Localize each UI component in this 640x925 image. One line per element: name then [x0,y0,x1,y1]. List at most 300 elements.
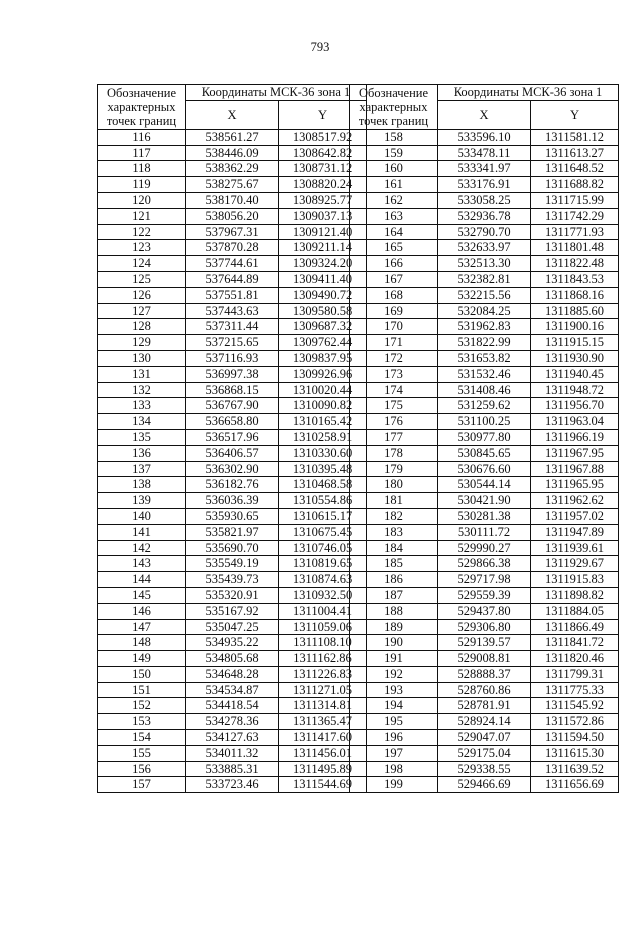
y-coordinate-cell: 1311656.69 [531,777,619,793]
y-coordinate-cell: 1311957.02 [531,508,619,524]
y-coordinate-cell: 1308517.92 [279,129,367,145]
x-coordinate-cell: 538362.29 [186,161,279,177]
point-number-cell: 176 [350,414,438,430]
x-coordinate-cell: 533058.25 [438,192,531,208]
y-coordinate-cell: 1311365.47 [279,714,367,730]
point-number-cell: 194 [350,698,438,714]
point-number-cell: 189 [350,619,438,635]
y-coordinate-cell: 1311915.83 [531,572,619,588]
y-coordinate-cell: 1308642.82 [279,145,367,161]
table-row [350,303,619,319]
point-number-cell: 198 [350,761,438,777]
y-coordinate-cell: 1309490.72 [279,287,367,303]
table-row [350,682,619,698]
coordinates-header: Координаты МСК-36 зона 1 [438,85,619,101]
y-coordinate-cell: 1311939.61 [531,540,619,556]
point-number-cell: 155 [98,745,186,761]
table-row [350,414,619,430]
point-number-cell: 174 [350,382,438,398]
table-row [350,651,619,667]
table-row [98,730,367,746]
page-number: 793 [310,40,330,54]
point-number-cell: 135 [98,429,186,445]
x-coordinate-cell: 528760.86 [438,682,531,698]
point-number-cell: 145 [98,587,186,603]
x-coordinate-cell: 535549.19 [186,556,279,572]
x-coordinate-cell: 537870.28 [186,240,279,256]
y-coordinate-cell: 1310468.58 [279,477,367,493]
point-number-cell: 180 [350,477,438,493]
point-number-cell: 171 [350,335,438,351]
point-number-cell: 149 [98,651,186,667]
y-coordinate-cell: 1311900.16 [531,319,619,335]
point-number-cell: 150 [98,666,186,682]
x-coordinate-cell: 538275.67 [186,177,279,193]
table-row [350,382,619,398]
x-coordinate-cell: 533885.31 [186,761,279,777]
point-number-cell: 177 [350,429,438,445]
y-coordinate-cell: 1311929.67 [531,556,619,572]
table-row [98,129,367,145]
x-coordinate-cell: 537644.89 [186,271,279,287]
point-number-cell: 185 [350,556,438,572]
x-coordinate-cell: 536036.39 [186,493,279,509]
table-body-left [98,129,367,792]
table-row [350,603,619,619]
y-coordinate-cell: 1311581.12 [531,129,619,145]
y-coordinate-cell: 1311742.29 [531,208,619,224]
y-coordinate-cell: 1311947.89 [531,524,619,540]
point-number-cell: 124 [98,256,186,272]
point-number-cell: 158 [350,129,438,145]
table-row [350,524,619,540]
y-coordinate-cell: 1311967.95 [531,445,619,461]
point-number-cell: 163 [350,208,438,224]
point-number-cell: 168 [350,287,438,303]
x-coordinate-cell: 531100.25 [438,414,531,430]
x-coordinate-cell: 532382.81 [438,271,531,287]
point-number-cell: 142 [98,540,186,556]
x-coordinate-cell: 531532.46 [438,366,531,382]
point-number-cell: 143 [98,556,186,572]
x-coordinate-cell: 531962.83 [438,319,531,335]
x-coordinate-cell: 529437.80 [438,603,531,619]
x-coordinate-cell: 538561.27 [186,129,279,145]
y-coordinate-cell: 1311948.72 [531,382,619,398]
y-coordinate-cell: 1309324.20 [279,256,367,272]
table-row [350,319,619,335]
x-coordinate-cell: 535047.25 [186,619,279,635]
table-row [98,666,367,682]
x-coordinate-cell: 536182.76 [186,477,279,493]
point-number-cell: 146 [98,603,186,619]
x-coordinate-cell: 531259.62 [438,398,531,414]
y-coordinate-cell: 1311965.95 [531,477,619,493]
table-row [350,635,619,651]
point-number-cell: 191 [350,651,438,667]
x-coordinate-cell: 531653.82 [438,350,531,366]
y-coordinate-cell: 1309762.44 [279,335,367,351]
point-number-cell: 125 [98,271,186,287]
point-number-cell: 123 [98,240,186,256]
point-number-cell: 170 [350,319,438,335]
y-coordinate-cell: 1310258.91 [279,429,367,445]
point-number-cell: 192 [350,666,438,682]
x-coordinate-cell: 537215.65 [186,335,279,351]
designation-header: Обозначение характерных точек границ [350,85,438,130]
x-coordinate-cell: 530111.72 [438,524,531,540]
x-coordinate-cell: 537116.93 [186,350,279,366]
point-number-cell: 184 [350,540,438,556]
y-coordinate-cell: 1310819.65 [279,556,367,572]
table-row [98,271,367,287]
point-number-cell: 175 [350,398,438,414]
table-row [98,429,367,445]
y-coordinate-cell: 1311004.41 [279,603,367,619]
y-coordinate-cell: 1310675.45 [279,524,367,540]
y-coordinate-cell: 1308820.24 [279,177,367,193]
table-row [350,350,619,366]
table-row [350,745,619,761]
point-number-cell: 153 [98,714,186,730]
table-row [350,508,619,524]
point-number-cell: 173 [350,366,438,382]
x-coordinate-cell: 529717.98 [438,572,531,588]
table-row [98,524,367,540]
x-coordinate-cell: 536517.96 [186,429,279,445]
x-coordinate-cell: 536767.90 [186,398,279,414]
point-number-cell: 183 [350,524,438,540]
table-row [350,477,619,493]
point-number-cell: 129 [98,335,186,351]
x-coordinate-cell: 535320.91 [186,587,279,603]
table-row [98,682,367,698]
table-row [350,777,619,793]
y-coordinate-cell: 1311572.86 [531,714,619,730]
x-coordinate-cell: 536658.80 [186,414,279,430]
x-coordinate-cell: 534805.68 [186,651,279,667]
table-row [98,240,367,256]
x-header: X [186,100,279,129]
table-row [98,587,367,603]
x-coordinate-cell: 537967.31 [186,224,279,240]
point-number-cell: 141 [98,524,186,540]
point-number-cell: 199 [350,777,438,793]
point-number-cell: 116 [98,129,186,145]
x-coordinate-cell: 536406.57 [186,445,279,461]
point-number-cell: 119 [98,177,186,193]
table-row [98,414,367,430]
x-coordinate-cell: 533723.46 [186,777,279,793]
y-coordinate-cell: 1310020.44 [279,382,367,398]
table-row [98,540,367,556]
designation-header: Обозначение характерных точек границ [98,85,186,130]
x-coordinate-cell: 535439.73 [186,572,279,588]
x-coordinate-cell: 536302.90 [186,461,279,477]
x-coordinate-cell: 530845.65 [438,445,531,461]
y-coordinate-cell: 1311715.99 [531,192,619,208]
point-number-cell: 130 [98,350,186,366]
table-row [98,161,367,177]
y-coordinate-cell: 1311417.60 [279,730,367,746]
table-row [98,477,367,493]
y-coordinate-cell: 1310554.86 [279,493,367,509]
point-number-cell: 154 [98,730,186,746]
y-coordinate-cell: 1311822.48 [531,256,619,272]
table-row [98,366,367,382]
table-row [98,714,367,730]
x-coordinate-cell: 534011.32 [186,745,279,761]
point-number-cell: 187 [350,587,438,603]
y-coordinate-cell: 1311915.15 [531,335,619,351]
y-coordinate-cell: 1311271.05 [279,682,367,698]
table-row [350,619,619,635]
table-row [98,224,367,240]
y-coordinate-cell: 1311843.53 [531,271,619,287]
x-coordinate-cell: 530281.38 [438,508,531,524]
y-coordinate-cell: 1311841.72 [531,635,619,651]
x-coordinate-cell: 532633.97 [438,240,531,256]
point-number-cell: 162 [350,192,438,208]
x-coordinate-cell: 537744.61 [186,256,279,272]
x-coordinate-cell: 533341.97 [438,161,531,177]
y-coordinate-cell: 1311930.90 [531,350,619,366]
table-row [350,287,619,303]
y-coordinate-cell: 1311940.45 [531,366,619,382]
table-row [98,445,367,461]
y-coordinate-cell: 1309837.95 [279,350,367,366]
x-coordinate-cell: 531408.46 [438,382,531,398]
table-row [350,366,619,382]
x-coordinate-cell: 529466.69 [438,777,531,793]
point-number-cell: 140 [98,508,186,524]
table-row [98,777,367,793]
point-number-cell: 138 [98,477,186,493]
x-coordinate-cell: 537311.44 [186,319,279,335]
table-row [98,192,367,208]
point-number-cell: 172 [350,350,438,366]
x-coordinate-cell: 536868.15 [186,382,279,398]
y-coordinate-cell: 1309121.40 [279,224,367,240]
x-coordinate-cell: 533478.11 [438,145,531,161]
table-row [98,556,367,572]
x-coordinate-cell: 537551.81 [186,287,279,303]
x-coordinate-cell: 530421.90 [438,493,531,509]
y-coordinate-cell: 1308731.12 [279,161,367,177]
x-coordinate-cell: 534127.63 [186,730,279,746]
table-row [350,730,619,746]
point-number-cell: 131 [98,366,186,382]
table-row [98,651,367,667]
y-coordinate-cell: 1311866.49 [531,619,619,635]
y-coordinate-cell: 1309411.40 [279,271,367,287]
table-row [350,445,619,461]
x-coordinate-cell: 533176.91 [438,177,531,193]
table-row [350,256,619,272]
table-row [98,619,367,635]
y-coordinate-cell: 1309926.96 [279,366,367,382]
y-coordinate-cell: 1311456.01 [279,745,367,761]
point-number-cell: 166 [350,256,438,272]
y-header: Y [531,100,619,129]
y-coordinate-cell: 1310615.17 [279,508,367,524]
y-coordinate-cell: 1311495.89 [279,761,367,777]
y-coordinate-cell: 1311963.04 [531,414,619,430]
x-header: X [438,100,531,129]
y-coordinate-cell: 1310932.50 [279,587,367,603]
point-number-cell: 196 [350,730,438,746]
y-coordinate-cell: 1311884.05 [531,603,619,619]
point-number-cell: 128 [98,319,186,335]
x-coordinate-cell: 534534.87 [186,682,279,698]
x-coordinate-cell: 538056.20 [186,208,279,224]
point-number-cell: 117 [98,145,186,161]
x-coordinate-cell: 528888.37 [438,666,531,682]
table-row [350,714,619,730]
x-coordinate-cell: 529338.55 [438,761,531,777]
table-row [350,192,619,208]
y-coordinate-cell: 1311898.82 [531,587,619,603]
table-row [98,256,367,272]
table-row [350,493,619,509]
y-coordinate-cell: 1311771.93 [531,224,619,240]
y-coordinate-cell: 1311639.52 [531,761,619,777]
table-row [350,208,619,224]
y-coordinate-cell: 1309687.32 [279,319,367,335]
table-row [98,508,367,524]
table-row [98,493,367,509]
point-number-cell: 144 [98,572,186,588]
table-row [98,461,367,477]
y-coordinate-cell: 1310874.63 [279,572,367,588]
table-row [98,208,367,224]
x-coordinate-cell: 532084.25 [438,303,531,319]
point-number-cell: 147 [98,619,186,635]
x-coordinate-cell: 528781.91 [438,698,531,714]
table-row [350,145,619,161]
x-coordinate-cell: 529175.04 [438,745,531,761]
y-header: Y [279,100,367,129]
x-coordinate-cell: 536997.38 [186,366,279,382]
x-coordinate-cell: 538446.09 [186,145,279,161]
table-row [98,145,367,161]
x-coordinate-cell: 532215.56 [438,287,531,303]
x-coordinate-cell: 528924.14 [438,714,531,730]
point-number-cell: 182 [350,508,438,524]
table-row [350,429,619,445]
table-row [350,335,619,351]
y-coordinate-cell: 1311799.31 [531,666,619,682]
table-row [98,398,367,414]
y-coordinate-cell: 1309211.14 [279,240,367,256]
point-number-cell: 156 [98,761,186,777]
x-coordinate-cell: 530544.14 [438,477,531,493]
table-row [98,303,367,319]
y-coordinate-cell: 1311615.30 [531,745,619,761]
coordinates-table-right [349,84,619,793]
x-coordinate-cell: 529306.80 [438,619,531,635]
point-number-cell: 186 [350,572,438,588]
table-row [98,635,367,651]
point-number-cell: 136 [98,445,186,461]
table-row [98,319,367,335]
point-number-cell: 179 [350,461,438,477]
y-coordinate-cell: 1311885.60 [531,303,619,319]
point-number-cell: 134 [98,414,186,430]
point-number-cell: 190 [350,635,438,651]
table-row [98,350,367,366]
point-number-cell: 139 [98,493,186,509]
x-coordinate-cell: 530977.80 [438,429,531,445]
y-coordinate-cell: 1311544.69 [279,777,367,793]
point-number-cell: 121 [98,208,186,224]
table-row [350,587,619,603]
table-row [98,382,367,398]
x-coordinate-cell: 538170.40 [186,192,279,208]
x-coordinate-cell: 532513.30 [438,256,531,272]
y-coordinate-cell: 1311545.92 [531,698,619,714]
table-row [350,698,619,714]
point-number-cell: 193 [350,682,438,698]
table-row [98,335,367,351]
x-coordinate-cell: 535167.92 [186,603,279,619]
y-coordinate-cell: 1309580.58 [279,303,367,319]
point-number-cell: 188 [350,603,438,619]
y-coordinate-cell: 1311648.52 [531,161,619,177]
table-row [350,761,619,777]
point-number-cell: 161 [350,177,438,193]
x-coordinate-cell: 529866.38 [438,556,531,572]
point-number-cell: 133 [98,398,186,414]
point-number-cell: 195 [350,714,438,730]
y-coordinate-cell: 1311314.81 [279,698,367,714]
y-coordinate-cell: 1311820.46 [531,651,619,667]
y-coordinate-cell: 1310165.42 [279,414,367,430]
point-number-cell: 160 [350,161,438,177]
coordinates-table-left [97,84,367,793]
x-coordinate-cell: 533596.10 [438,129,531,145]
point-number-cell: 157 [98,777,186,793]
y-coordinate-cell: 1311801.48 [531,240,619,256]
point-number-cell: 137 [98,461,186,477]
table-row [350,177,619,193]
table-row [350,161,619,177]
table-row [98,698,367,714]
x-coordinate-cell: 529139.57 [438,635,531,651]
point-number-cell: 118 [98,161,186,177]
table-row [350,666,619,682]
point-number-cell: 165 [350,240,438,256]
point-number-cell: 169 [350,303,438,319]
x-coordinate-cell: 534278.36 [186,714,279,730]
y-coordinate-cell: 1311966.19 [531,429,619,445]
table-row [350,129,619,145]
table-row [98,287,367,303]
x-coordinate-cell: 534418.54 [186,698,279,714]
point-number-cell: 151 [98,682,186,698]
y-coordinate-cell: 1311962.62 [531,493,619,509]
table-row [350,556,619,572]
x-coordinate-cell: 534648.28 [186,666,279,682]
point-number-cell: 126 [98,287,186,303]
y-coordinate-cell: 1311162.86 [279,651,367,667]
table-row [98,572,367,588]
point-number-cell: 181 [350,493,438,509]
table-row [350,398,619,414]
y-coordinate-cell: 1311967.88 [531,461,619,477]
point-number-cell: 132 [98,382,186,398]
point-number-cell: 164 [350,224,438,240]
